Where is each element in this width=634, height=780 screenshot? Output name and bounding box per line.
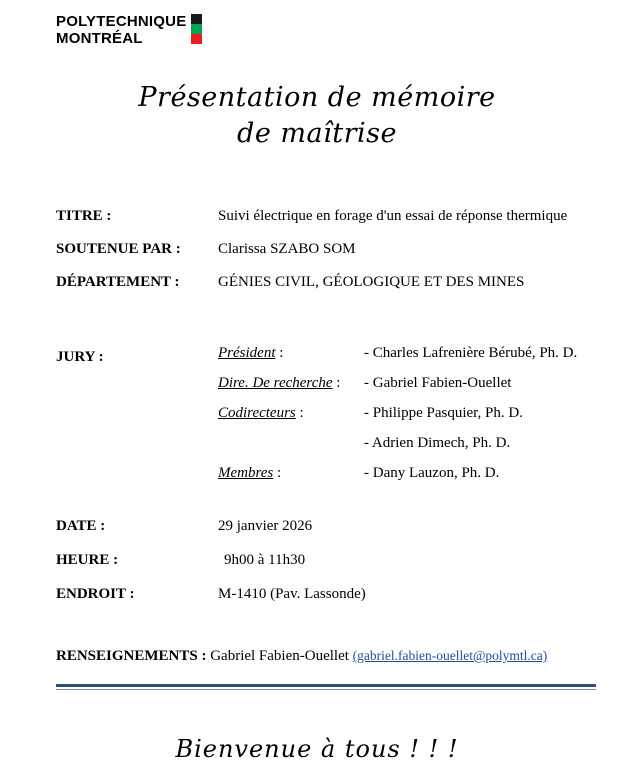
jury-role bbox=[218, 345, 364, 362]
jury-member-row bbox=[218, 465, 616, 482]
departement-label: DÉPARTEMENT : bbox=[56, 274, 180, 290]
titre-value: Suivi électrique en forage d'un essai de réponse thermique bbox=[218, 208, 568, 224]
field-row-titre bbox=[56, 208, 596, 225]
jury-role-text: Codirecteurs bbox=[218, 405, 296, 421]
divider-line-thin bbox=[56, 689, 596, 690]
divider-line-thick bbox=[56, 684, 596, 687]
jury-block bbox=[56, 345, 616, 495]
endroit-label: ENDROIT : bbox=[56, 586, 135, 602]
jury-role-colon: : bbox=[275, 345, 284, 361]
renseignements-contact: Gabriel Fabien-Ouellet bbox=[206, 648, 353, 664]
heure-value: 9h00 à 11h30 bbox=[224, 552, 306, 568]
field-row-departement bbox=[56, 274, 596, 291]
jury-role-text: Dire. De recherche bbox=[218, 375, 333, 391]
logo-bar-black bbox=[191, 14, 202, 24]
page-title-line-2: de maîtrise bbox=[237, 118, 397, 149]
departement-value: GÉNIES CIVIL, GÉOLOGIQUE ET DES MINES bbox=[218, 274, 525, 290]
jury-person: - Charles Lafrenière Bérubé, Ph. D. bbox=[364, 345, 578, 361]
jury-person: - Dany Lauzon, Ph. D. bbox=[364, 465, 500, 481]
jury-label: JURY : bbox=[56, 349, 104, 365]
logo-color-bars-icon bbox=[191, 14, 202, 44]
jury-member-row bbox=[218, 435, 616, 452]
polytechnique-montreal-logo bbox=[56, 14, 202, 46]
field-row-endroit bbox=[56, 586, 596, 603]
jury-role bbox=[218, 375, 364, 392]
jury-role-text: Membres bbox=[218, 465, 274, 481]
jury-role bbox=[218, 405, 364, 422]
jury-member-row bbox=[218, 375, 616, 392]
jury-role bbox=[218, 465, 364, 482]
thesis-info-block bbox=[56, 208, 596, 307]
soutenue-par-value: Clarissa SZABO SOM bbox=[218, 241, 356, 257]
contact-email-link[interactable]: (gabriel.fabien-ouellet@polymtl.ca) bbox=[352, 648, 548, 663]
field-row-soutenue-par bbox=[56, 241, 596, 258]
logo-bar-green bbox=[191, 24, 202, 34]
logo-line-1: POLYTECHNIQUE bbox=[56, 13, 187, 30]
jury-member-row bbox=[218, 405, 616, 422]
logo-line-2: MONTRÉAL bbox=[56, 30, 143, 47]
page-title bbox=[0, 80, 634, 152]
date-label: DATE : bbox=[56, 518, 106, 534]
renseignements-line bbox=[56, 648, 547, 665]
jury-role-colon: : bbox=[332, 375, 341, 391]
jury-person: - Philippe Pasquier, Ph. D. bbox=[364, 405, 523, 421]
soutenue-par-label: SOUTENUE PAR : bbox=[56, 241, 181, 257]
welcome-footer: Bienvenue à tous ! ! ! bbox=[175, 735, 459, 763]
heure-label: HEURE : bbox=[56, 552, 119, 568]
jury-role-text: Président bbox=[218, 345, 276, 361]
page-title-line-1: Présentation de mémoire bbox=[138, 82, 496, 113]
jury-role-colon: : bbox=[295, 405, 304, 421]
section-divider bbox=[56, 684, 596, 690]
renseignements-label: RENSEIGNEMENTS : bbox=[56, 648, 207, 664]
logo-bar-red bbox=[191, 34, 202, 44]
jury-member-list bbox=[218, 345, 616, 482]
date-value: 29 janvier 2026 bbox=[218, 518, 313, 534]
schedule-block bbox=[56, 518, 596, 620]
endroit-value: M-1410 (Pav. Lassonde) bbox=[218, 586, 366, 602]
jury-person: - Gabriel Fabien-Ouellet bbox=[364, 375, 512, 391]
titre-label: TITRE : bbox=[56, 208, 112, 224]
field-row-date bbox=[56, 518, 596, 535]
jury-role-colon: : bbox=[273, 465, 282, 481]
jury-member-row bbox=[218, 345, 616, 362]
logo-wordmark bbox=[56, 14, 186, 46]
field-row-heure bbox=[56, 552, 596, 569]
jury-person: - Adrien Dimech, Ph. D. bbox=[364, 435, 511, 451]
